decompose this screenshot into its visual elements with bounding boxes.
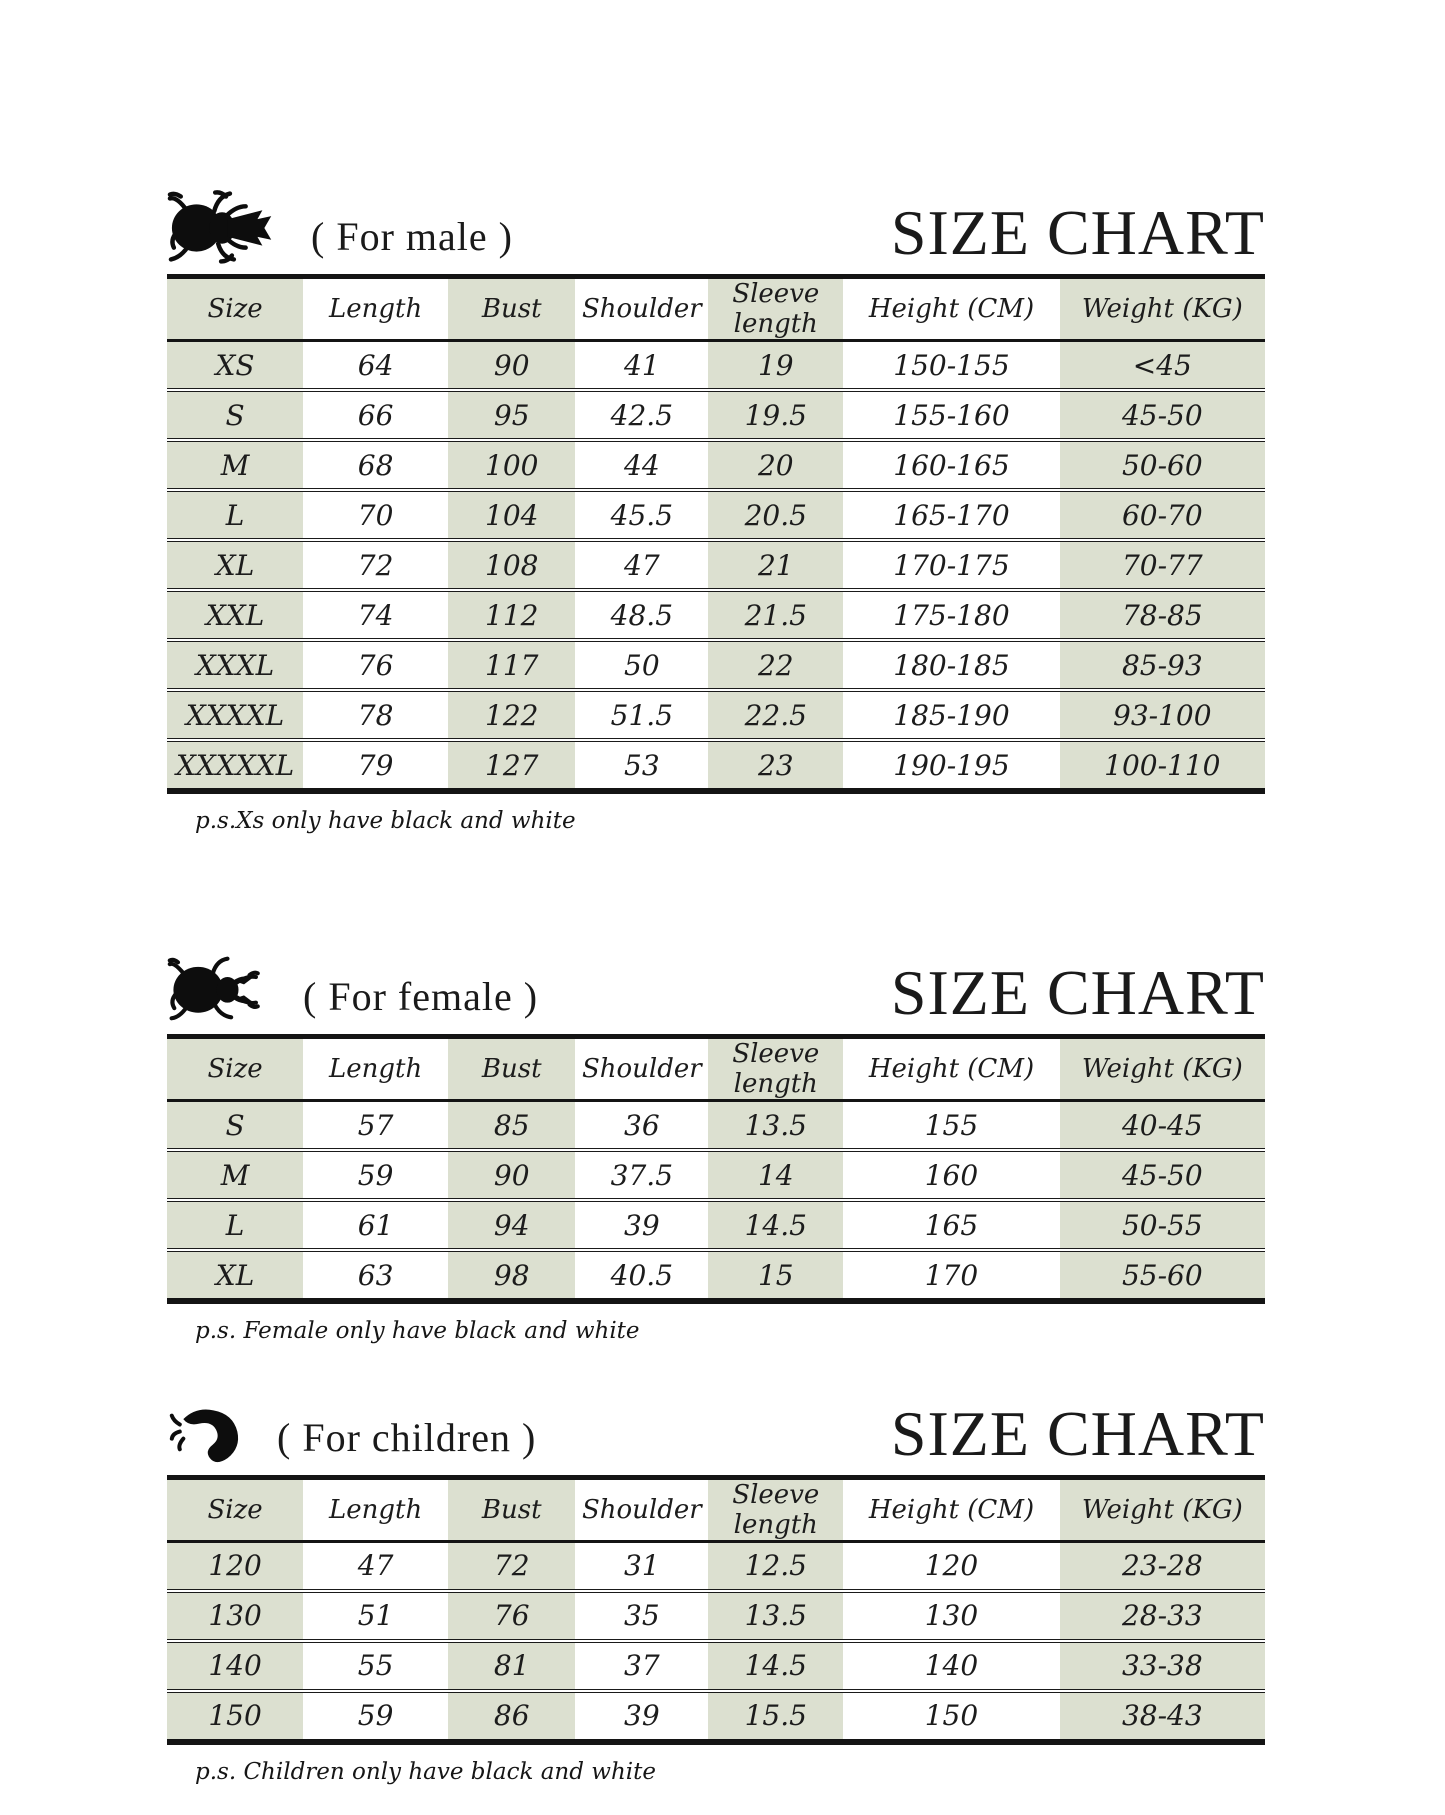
column-header-sleeve-length: Sleeve length	[708, 277, 843, 341]
cell: 85-93	[1060, 640, 1265, 690]
table-row	[167, 540, 1265, 590]
cell: 47	[575, 540, 708, 590]
size-chart-title: SIZE CHART	[890, 1398, 1265, 1469]
cell: 155-160	[843, 390, 1059, 440]
cell: 22.5	[708, 690, 843, 740]
cell: 150	[167, 1691, 303, 1742]
table-row	[167, 1250, 1265, 1301]
cell: 95	[448, 390, 575, 440]
cell: 150-155	[843, 341, 1059, 391]
cell: 39	[575, 1200, 708, 1250]
column-header-sleeve-length: Sleeve length	[708, 1477, 843, 1541]
cell: 72	[448, 1541, 575, 1591]
cell: 140	[843, 1641, 1059, 1691]
section-children	[167, 1398, 1265, 1785]
table-row	[167, 1591, 1265, 1641]
column-header-bust: Bust	[448, 1037, 575, 1101]
cell: 108	[448, 540, 575, 590]
cell: 33-38	[1060, 1641, 1265, 1691]
cell: 51.5	[575, 690, 708, 740]
cell: 170-175	[843, 540, 1059, 590]
column-header-size: Size	[167, 1037, 303, 1101]
cell: 45.5	[575, 490, 708, 540]
column-header-bust: Bust	[448, 1477, 575, 1541]
cell: 68	[303, 440, 448, 490]
cell: M	[167, 1150, 303, 1200]
column-header-weight-kg: Weight (KG)	[1060, 1477, 1265, 1541]
cell: 57	[303, 1101, 448, 1151]
cell: 175-180	[843, 590, 1059, 640]
column-header-weight-kg: Weight (KG)	[1060, 1037, 1265, 1101]
cell: 12.5	[708, 1541, 843, 1591]
stag-beetle-icon	[167, 186, 285, 266]
cell: 86	[448, 1691, 575, 1742]
cell: 127	[448, 740, 575, 791]
cell: 94	[448, 1200, 575, 1250]
section-note: p.s. Children only have black and white	[195, 1758, 656, 1785]
cell: 22	[708, 640, 843, 690]
cell: 37	[575, 1641, 708, 1691]
section-header	[167, 186, 1265, 269]
cell: 23	[708, 740, 843, 791]
cell: S	[167, 1101, 303, 1151]
cell: 98	[448, 1250, 575, 1301]
table-row	[167, 390, 1265, 440]
cell: 13.5	[708, 1591, 843, 1641]
column-header-weight-kg: Weight (KG)	[1060, 277, 1265, 341]
cell: 15.5	[708, 1691, 843, 1742]
table-row	[167, 640, 1265, 690]
section-header	[167, 1398, 1265, 1469]
cell: 14.5	[708, 1200, 843, 1250]
cell: 47	[303, 1541, 448, 1591]
cell: 120	[843, 1541, 1059, 1591]
cell: 36	[575, 1101, 708, 1151]
cell: 85	[448, 1101, 575, 1151]
size-chart-title: SIZE CHART	[890, 957, 1265, 1029]
sections-root	[167, 186, 1265, 1785]
cell: 44	[575, 440, 708, 490]
cell: 74	[303, 590, 448, 640]
cell: XXL	[167, 590, 303, 640]
cell: 45-50	[1060, 1150, 1265, 1200]
size-table	[167, 1034, 1265, 1304]
cell: 64	[303, 341, 448, 391]
size-table	[167, 274, 1265, 794]
cell: XL	[167, 540, 303, 590]
column-header-shoulder: Shoulder	[575, 1477, 708, 1541]
cell: 35	[575, 1591, 708, 1641]
cell: XXXXL	[167, 690, 303, 740]
table-row	[167, 1101, 1265, 1151]
cell: 13.5	[708, 1101, 843, 1151]
cell: 78	[303, 690, 448, 740]
cell: 15	[708, 1250, 843, 1301]
table-row	[167, 440, 1265, 490]
cell: XXXL	[167, 640, 303, 690]
cell: 42.5	[575, 390, 708, 440]
column-header-size: Size	[167, 1477, 303, 1541]
cell: 100	[448, 440, 575, 490]
table-row	[167, 1541, 1265, 1591]
column-header-bust: Bust	[448, 277, 575, 341]
cell: 81	[448, 1641, 575, 1691]
cell: 38-43	[1060, 1691, 1265, 1742]
section-note: p.s. Female only have black and white	[195, 1318, 640, 1344]
cell: 39	[575, 1691, 708, 1742]
cell: 112	[448, 590, 575, 640]
table-header-row	[167, 1477, 1265, 1541]
section-header	[167, 950, 1265, 1029]
table-row	[167, 1691, 1265, 1742]
cell: 50-60	[1060, 440, 1265, 490]
cell: 20.5	[708, 490, 843, 540]
cell: 48.5	[575, 590, 708, 640]
column-header-size: Size	[167, 277, 303, 341]
column-header-shoulder: Shoulder	[575, 1037, 708, 1101]
cell: 100-110	[1060, 740, 1265, 791]
cell: 165-170	[843, 490, 1059, 540]
cell: 28-33	[1060, 1591, 1265, 1641]
cell: 59	[303, 1691, 448, 1742]
cell: XS	[167, 341, 303, 391]
table-row	[167, 690, 1265, 740]
section-audience-label: ( For children )	[277, 1414, 537, 1460]
cell: 50-55	[1060, 1200, 1265, 1250]
cell: 14.5	[708, 1641, 843, 1691]
cell: 190-195	[843, 740, 1059, 791]
table-row	[167, 1200, 1265, 1250]
column-header-height-cm: Height (CM)	[843, 1037, 1059, 1101]
section-female	[167, 950, 1265, 1344]
cell: 61	[303, 1200, 448, 1250]
cell: 53	[575, 740, 708, 791]
cell: 21	[708, 540, 843, 590]
column-header-length: Length	[303, 277, 448, 341]
cell: 78-85	[1060, 590, 1265, 640]
cell: 93-100	[1060, 690, 1265, 740]
cell: 185-190	[843, 690, 1059, 740]
cell: 45-50	[1060, 390, 1265, 440]
column-header-height-cm: Height (CM)	[843, 277, 1059, 341]
cell: 155	[843, 1101, 1059, 1151]
cell: 41	[575, 341, 708, 391]
table-row	[167, 341, 1265, 391]
table-header-row	[167, 1037, 1265, 1101]
cell: 23-28	[1060, 1541, 1265, 1591]
cell: 130	[167, 1591, 303, 1641]
cell: 19	[708, 341, 843, 391]
cell: 72	[303, 540, 448, 590]
cell: 140	[167, 1641, 303, 1691]
column-header-sleeve-length: Sleeve length	[708, 1037, 843, 1101]
cell: 66	[303, 390, 448, 440]
cell: L	[167, 1200, 303, 1250]
table-row	[167, 1150, 1265, 1200]
cell: 120	[167, 1541, 303, 1591]
section-audience-label: ( For female )	[303, 974, 539, 1019]
cell: 70-77	[1060, 540, 1265, 590]
cell: XXXXXL	[167, 740, 303, 791]
column-header-shoulder: Shoulder	[575, 277, 708, 341]
cell: 19.5	[708, 390, 843, 440]
cell: 55	[303, 1641, 448, 1691]
cell: 60-70	[1060, 490, 1265, 540]
size-chart-title: SIZE CHART	[890, 197, 1265, 269]
beetle-icon	[167, 950, 277, 1026]
cell: 31	[575, 1541, 708, 1591]
cell: 37.5	[575, 1150, 708, 1200]
cell: 63	[303, 1250, 448, 1301]
cell: 150	[843, 1691, 1059, 1742]
cell: 104	[448, 490, 575, 540]
cell: 79	[303, 740, 448, 791]
table-header-row	[167, 277, 1265, 341]
cell: 76	[448, 1591, 575, 1641]
cell: 160	[843, 1150, 1059, 1200]
size-table	[167, 1475, 1265, 1745]
cell: 55-60	[1060, 1250, 1265, 1301]
cell: 21.5	[708, 590, 843, 640]
cell: 50	[575, 640, 708, 690]
cell: 130	[843, 1591, 1059, 1641]
cell: 122	[448, 690, 575, 740]
cell: 180-185	[843, 640, 1059, 690]
cell: 76	[303, 640, 448, 690]
section-audience-label: ( For male )	[311, 214, 513, 259]
cell: 40.5	[575, 1250, 708, 1301]
cell: 117	[448, 640, 575, 690]
cell: 20	[708, 440, 843, 490]
cell: 170	[843, 1250, 1059, 1301]
cell: S	[167, 390, 303, 440]
table-row	[167, 590, 1265, 640]
cell: 90	[448, 1150, 575, 1200]
section-male	[167, 186, 1265, 834]
table-row	[167, 740, 1265, 791]
cell: 59	[303, 1150, 448, 1200]
table-row	[167, 1641, 1265, 1691]
cell: 70	[303, 490, 448, 540]
cell: <45	[1060, 341, 1265, 391]
cell: 160-165	[843, 440, 1059, 490]
cell: 90	[448, 341, 575, 391]
column-header-height-cm: Height (CM)	[843, 1477, 1059, 1541]
column-header-length: Length	[303, 1037, 448, 1101]
table-row	[167, 490, 1265, 540]
cell: 14	[708, 1150, 843, 1200]
cell: XL	[167, 1250, 303, 1301]
column-header-length: Length	[303, 1477, 448, 1541]
larva-icon	[167, 1405, 251, 1467]
cell: 165	[843, 1200, 1059, 1250]
cell: 40-45	[1060, 1101, 1265, 1151]
cell: 51	[303, 1591, 448, 1641]
cell: M	[167, 440, 303, 490]
cell: L	[167, 490, 303, 540]
section-note: p.s.Xs only have black and white	[195, 808, 576, 834]
